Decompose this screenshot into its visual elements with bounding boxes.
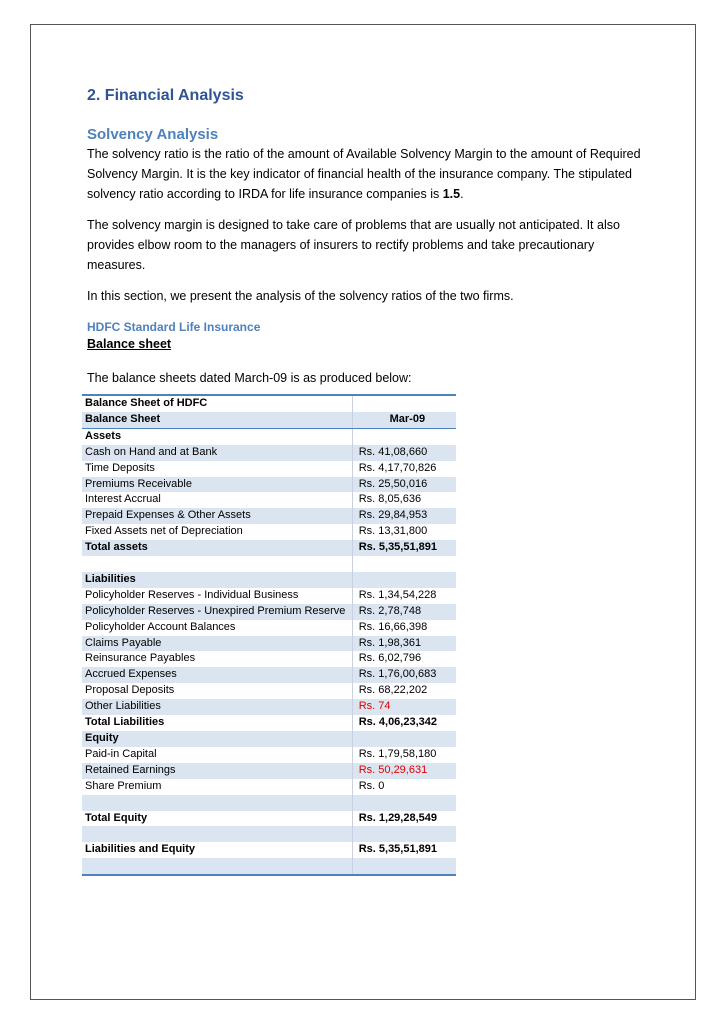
row-value: Rs. 4,06,23,342	[358, 716, 438, 729]
row-label: Total Equity	[82, 811, 352, 827]
table-row	[82, 492, 456, 508]
row-value: Rs. 50,29,631	[352, 763, 456, 779]
table-row	[82, 683, 456, 699]
row-label: Paid-in Capital	[82, 747, 352, 763]
row-label: Proposal Deposits	[82, 683, 352, 699]
balance-sheet-heading: Balance sheet	[87, 337, 172, 351]
table-row	[82, 858, 456, 875]
table-row	[82, 428, 456, 444]
row-value: Rs. 29,84,953	[352, 508, 456, 524]
table-row	[82, 588, 456, 604]
document-body	[87, 86, 647, 388]
table-header-row	[82, 412, 456, 428]
table-row	[82, 572, 456, 588]
table-row	[82, 811, 456, 827]
table-row	[82, 731, 456, 747]
table-caption: Balance Sheet of HDFC	[82, 395, 352, 412]
row-label	[82, 826, 352, 842]
row-value: Rs. 68,22,202	[358, 684, 428, 697]
balance-sheet-table	[82, 394, 456, 876]
table-row	[82, 477, 456, 493]
row-label: Prepaid Expenses & Other Assets	[82, 508, 352, 524]
table-row	[82, 667, 456, 683]
row-value: Rs. 1,76,00,683	[352, 667, 456, 683]
table-row	[82, 699, 456, 715]
table-row	[82, 556, 456, 572]
row-value	[352, 826, 456, 842]
row-value	[352, 428, 456, 444]
row-value	[352, 731, 456, 747]
table-intro: The balance sheets dated March-09 is as produced below:	[87, 371, 412, 385]
row-label: Retained Earnings	[82, 763, 352, 779]
row-value: Rs. 25,50,016	[352, 477, 456, 493]
row-label: Liabilities	[82, 572, 352, 588]
row-value: Rs. 5,35,51,891	[352, 540, 456, 556]
row-value	[352, 572, 456, 588]
row-value: Rs. 1,98,361	[352, 636, 456, 652]
row-value: Rs. 6,02,796	[358, 652, 422, 665]
company-heading: HDFC Standard Life Insurance	[87, 320, 261, 334]
paragraph-solvency-margin: The solvency margin is designed to take care of problems that are usually not anticipated. It also provides elbow room to the managers of insurers to rectify problems and take precautionary measures.	[87, 218, 620, 272]
row-value: Rs. 1,34,54,228	[358, 588, 437, 601]
row-label: Fixed Assets net of Depreciation	[82, 524, 352, 540]
row-value: Rs. 8,05,636	[358, 493, 422, 506]
row-label: Policyholder Reserves - Unexpired Premium Reserve	[82, 604, 352, 620]
row-label: Claims Payable	[82, 636, 352, 652]
row-value: Rs. 2,78,748	[352, 604, 456, 620]
row-label: Policyholder Account Balances	[82, 620, 352, 636]
header-period: Mar-09	[352, 412, 456, 428]
row-label: Total assets	[82, 540, 352, 556]
row-value: Rs. 0	[358, 779, 385, 792]
row-label: Reinsurance Payables	[82, 651, 352, 667]
row-label	[82, 795, 352, 811]
table-row	[82, 715, 456, 731]
table-row	[82, 461, 456, 477]
subsection-title: Solvency Analysis	[87, 126, 219, 143]
row-label: Accrued Expenses	[82, 667, 352, 683]
header-label: Balance Sheet	[82, 412, 352, 428]
table-row	[82, 445, 456, 461]
row-label: Time Deposits	[82, 461, 352, 477]
row-label: Liabilities and Equity	[82, 842, 352, 858]
row-value: Rs. 4,17,70,826	[358, 461, 437, 474]
table-caption-row	[82, 395, 456, 412]
table-row	[82, 604, 456, 620]
row-value: Rs. 16,66,398	[358, 620, 428, 633]
row-value: Rs. 74	[352, 699, 456, 715]
table-row	[82, 524, 456, 540]
row-label: Share Premium	[82, 779, 352, 795]
row-label: Premiums Receivable	[82, 477, 352, 493]
row-label: Cash on Hand and at Bank	[82, 445, 352, 461]
row-value	[352, 556, 456, 572]
row-value: Rs. 1,29,28,549	[358, 811, 438, 824]
table-row	[82, 842, 456, 858]
table-row	[82, 508, 456, 524]
row-label: Policyholder Reserves - Individual Business	[82, 588, 352, 604]
paragraph-solvency-ratio	[87, 144, 647, 204]
paragraph-solvency-ratio-text: The solvency ratio is the ratio of the amount of Available Solvency Margin to the amount of Required Solvency Margin. It is the key indicator of financial health of the insurance company. The stipulated solvency ratio according to IRDA for life insurance companies is	[87, 147, 641, 201]
row-label: Total Liabilities	[82, 715, 352, 731]
row-label: Interest Accrual	[82, 492, 352, 508]
row-value: Rs. 5,35,51,891	[358, 843, 438, 856]
row-label: Equity	[82, 731, 352, 747]
paragraph-section-intro: In this section, we present the analysis of the solvency ratios of the two firms.	[87, 289, 514, 303]
table-row	[82, 747, 456, 763]
row-value: Rs. 41,08,660	[352, 445, 456, 461]
row-value: Rs. 13,31,800	[358, 525, 428, 538]
row-label	[82, 556, 352, 572]
row-value	[352, 795, 456, 811]
table-row	[82, 636, 456, 652]
table-row	[82, 779, 456, 795]
table-row	[82, 763, 456, 779]
table-row	[82, 620, 456, 636]
solvency-ratio-value: 1.5	[442, 187, 461, 201]
table-row	[82, 795, 456, 811]
row-label	[82, 858, 352, 875]
paragraph-solvency-ratio-end: .	[460, 187, 464, 201]
section-title: 2. Financial Analysis	[87, 87, 244, 104]
table-row	[82, 651, 456, 667]
row-label: Assets	[82, 428, 352, 444]
row-label: Other Liabilities	[82, 699, 352, 715]
table-row	[82, 540, 456, 556]
row-value	[352, 858, 456, 875]
row-value: Rs. 1,79,58,180	[358, 747, 437, 760]
table-row	[82, 826, 456, 842]
